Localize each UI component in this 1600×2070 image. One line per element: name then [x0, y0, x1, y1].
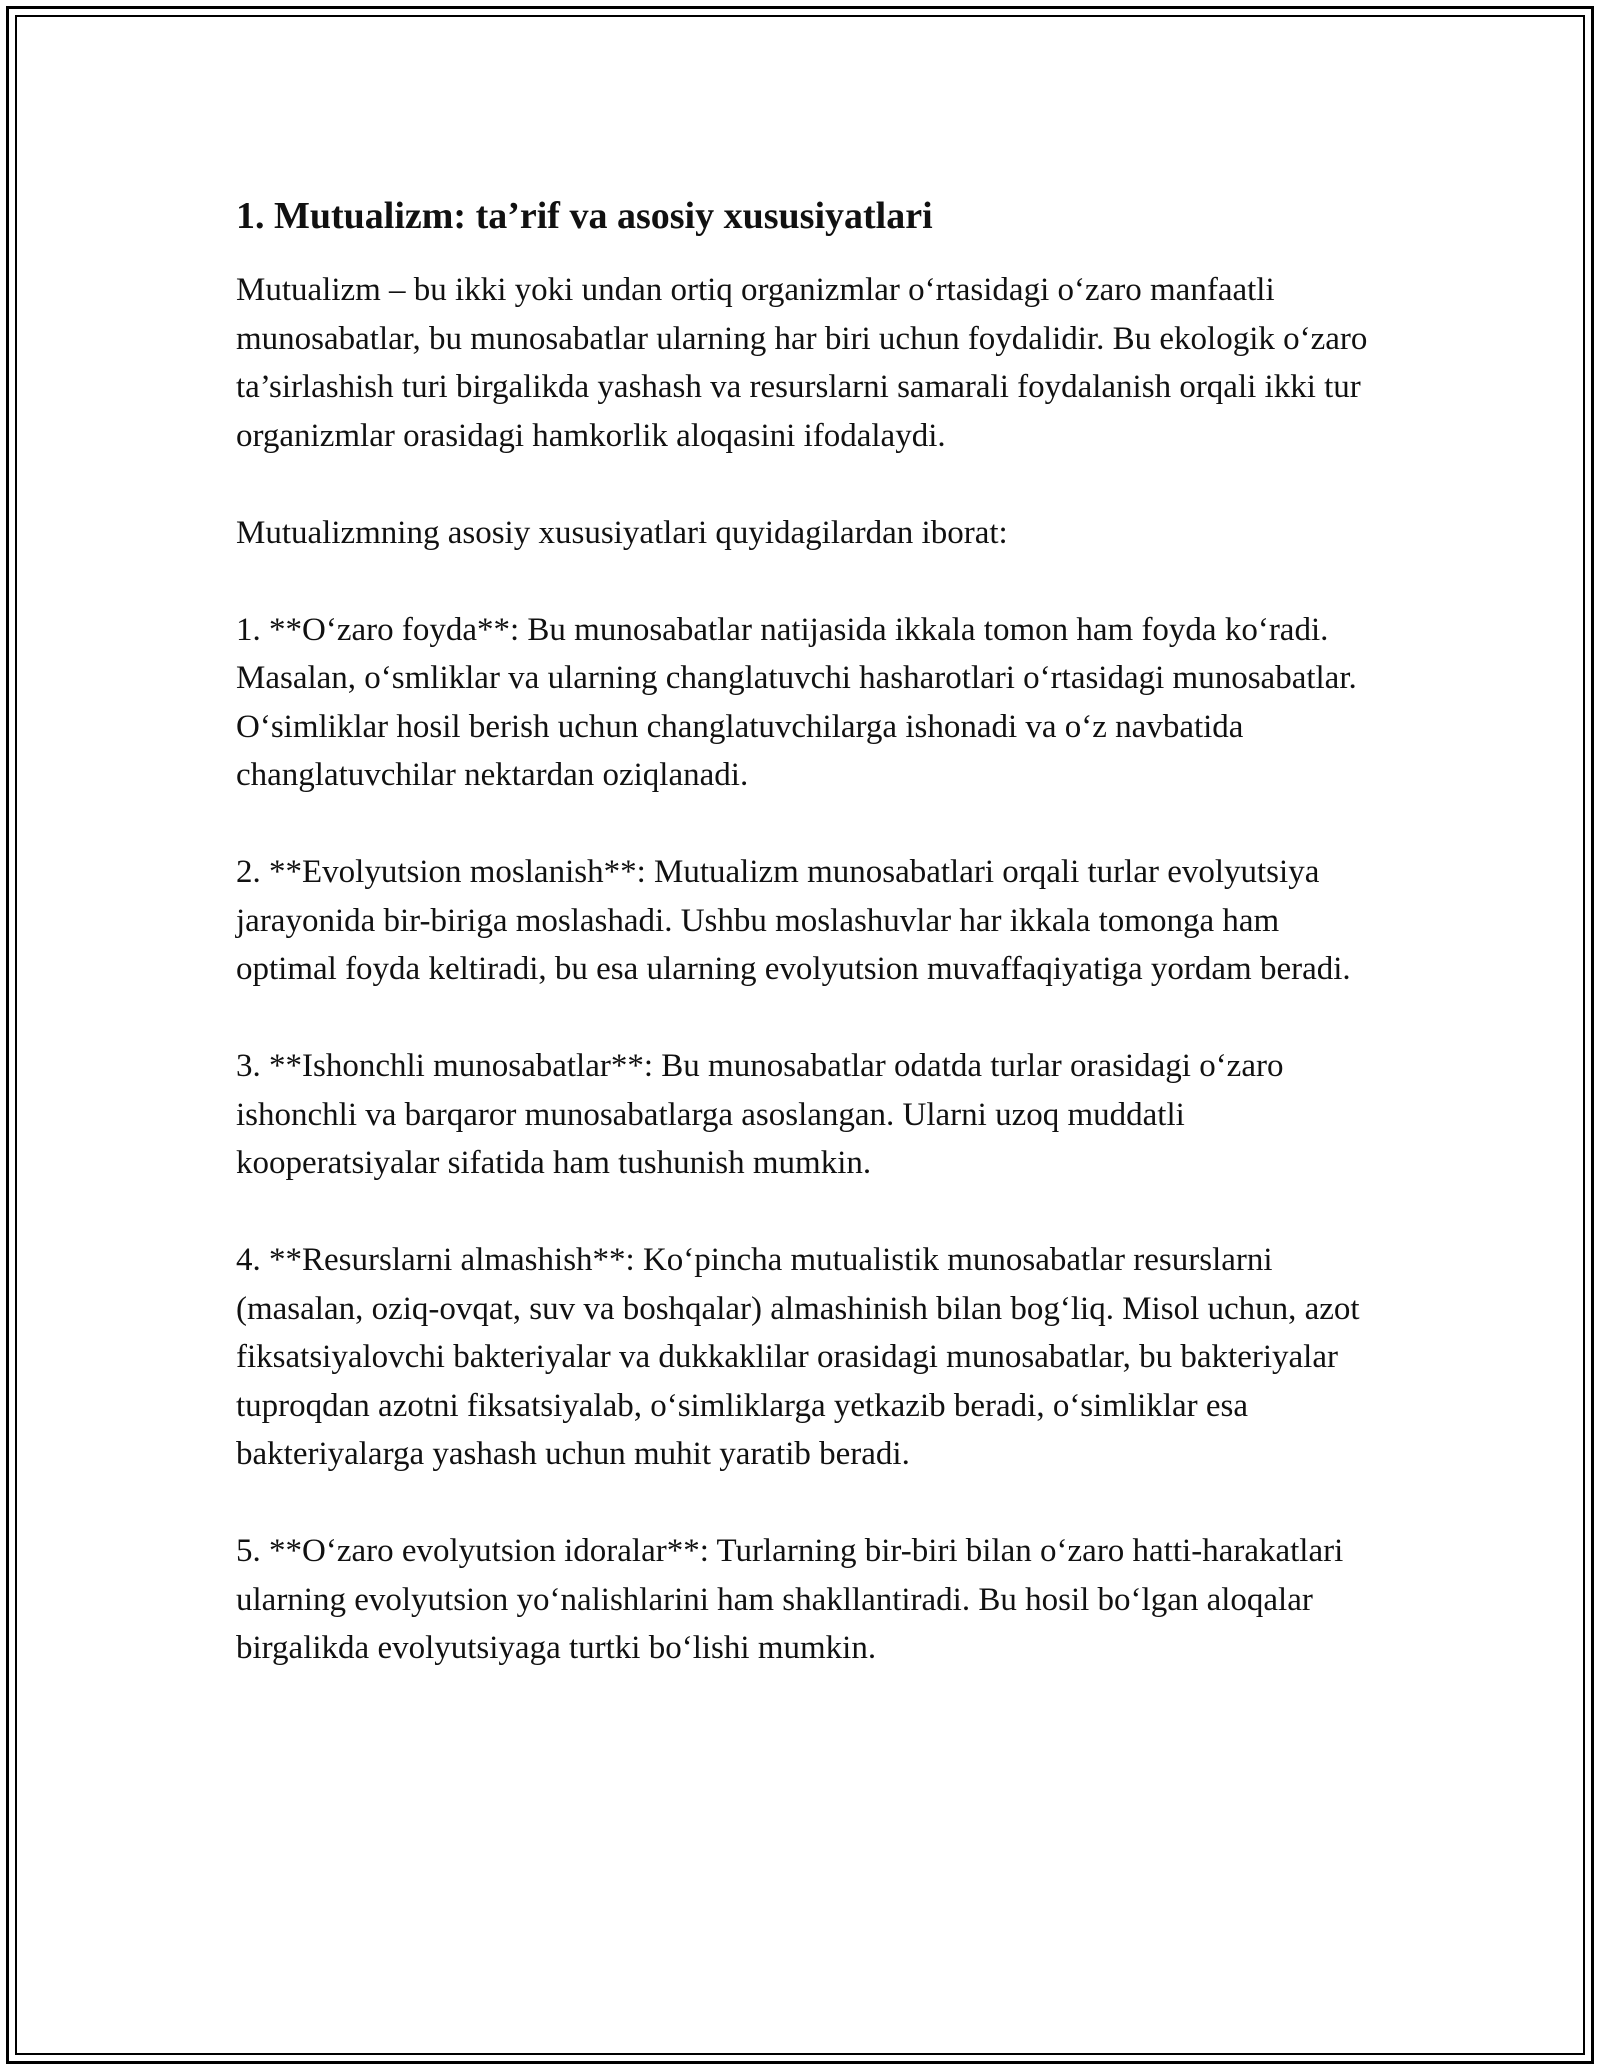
list-item-evolutionary-adaptation: 2. **Evolyutsion moslanish**: Mutualizm munosabatlari orqali turlar evolyutsiya jarayonida bir-biriga moslashadi. Ushbu moslashuvlar har ikkala tomonga ham optimal foyda keltiradi, bu esa ularning evolyutsion muvaffaqiyatiga yordam beradi.: [236, 854, 1351, 987]
section-heading: 1. Mutualizm: ta’rif va asosiy xususiyatlari: [236, 195, 933, 237]
paragraph-definition: Mutualizm – bu ikki yoki undan ortiq organizmlar o‘rtasidagi o‘zaro manfaatli munosabatlar, bu munosabatlar ularning har biri uchun foydalidir. Bu ekologik o‘zaro ta’sirlashish turi birgalikda yashash va resurslarni samarali foydalanish orqali ikki tur organizmlar orasidagi hamkorlik aloqasini ifodalaydi.: [236, 272, 1368, 454]
list-item-mutual-benefit: 1. **O‘zaro foyda**: Bu munosabatlar natijasida ikkala tomon ham foyda ko‘radi. Masalan, o‘smliklar va ularning changlatuvchi hasharotlari o‘rtasidagi munosabatlar. O‘simliklar hosil berish uchun changlatuvchilarga ishonadi va o‘z navbatida changlatuvchilar nektardan oziqlanadi.: [236, 611, 1357, 793]
paragraph-intro-list: Mutualizmning asosiy xususiyatlari quyidagilardan iborat:: [236, 514, 1008, 551]
document-body: [236, 192, 1386, 1673]
list-item-reliable-relations: 3. **Ishonchli munosabatlar**: Bu munosabatlar odatda turlar orasidagi o‘zaro ishonchli va barqaror munosabatlarga asoslangan. Ularni uzoq muddatli kooperatsiyalar sifatida ham tushunish mumkin.: [236, 1048, 1284, 1181]
list-item-resource-exchange: 4. **Resurslarni almashish**: Ko‘pincha mutualistik munosabatlar resurslarni (masalan, oziq-ovqat, suv va boshqalar) almashinish bilan bog‘liq. Misol uchun, azot fiksatsiyalovchi bakteriyalar va dukkaklilar orasidagi munosabatlar, bu bakteriyalar tuproqdan azotni fiksatsiyalab, o‘simliklarga yetkazib beradi, o‘simliklar esa bakteriyalarga yashash uchun muhit yaratib beradi.: [236, 1242, 1360, 1472]
list-item-coevolution: 5. **O‘zaro evolyutsion idoralar**: Turlarning bir-biri bilan o‘zaro hatti-harakatlari ularning evolyutsion yo‘nalishlarini ham shakllantiradi. Bu hosil bo‘lgan aloqalar birgalikda evolyutsiyaga turtki bo‘lishi mumkin.: [236, 1533, 1344, 1666]
